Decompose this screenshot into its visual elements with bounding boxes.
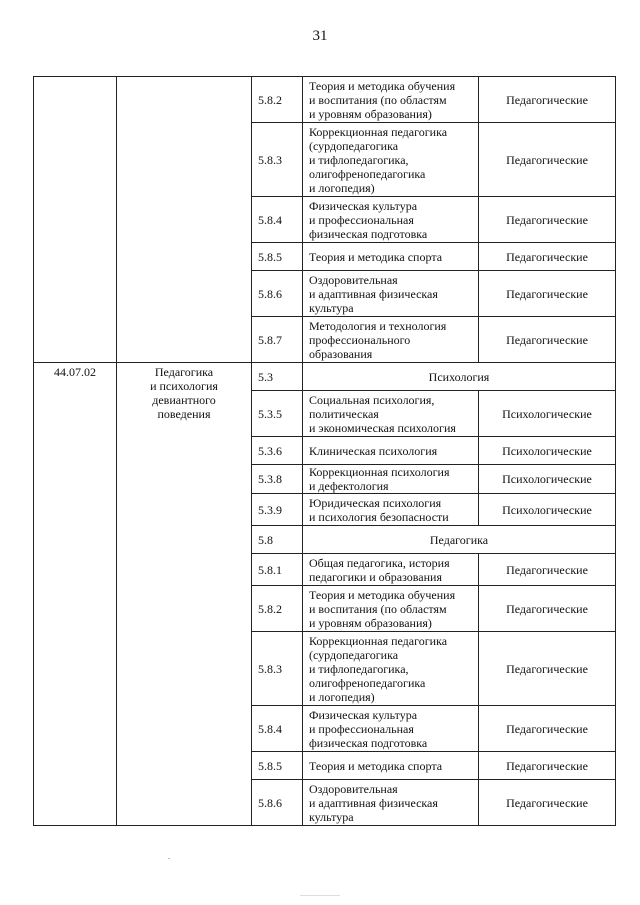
specialty-name [303,197,479,243]
text-line: и воспитания (по областям [309,92,447,107]
science-field: Педагогические [479,77,616,123]
science-field: Педагогические [479,317,616,363]
text-line: Социальная психология, [309,392,435,407]
text-line: поведения [157,407,211,421]
text-line: Общая педагогика, история [309,555,450,570]
science-field: Педагогические [479,752,616,780]
program-name-cell [117,77,252,363]
specialty-name [303,554,479,586]
group-code: 5.8 [252,526,303,554]
text-line: культура [309,809,354,824]
science-field: Педагогические [479,706,616,752]
text-line: профессионального [309,332,411,347]
text-line: Оздоровительная [309,272,398,287]
text-line: Коррекционная педагогика [309,124,448,139]
text-line: и профессиональная [309,721,414,736]
science-field: Психологические [479,391,616,437]
program-name-cell [117,363,252,826]
program-code-cell [34,77,117,363]
group-code: 5.3 [252,363,303,391]
text-line: Теория и методика обучения [309,78,456,93]
text-line: и психология [150,379,218,393]
specialty-code: 5.8.2 [252,77,303,123]
text-line: олигофренопедагогика [309,166,426,181]
specialty-code: 5.8.1 [252,554,303,586]
specialty-name [303,465,479,494]
specialty-code: 5.8.4 [252,197,303,243]
specialty-code: 5.8.5 [252,752,303,780]
science-field: Психологические [479,494,616,526]
table-row [34,363,616,391]
text-line: Методология и технология [309,318,447,333]
text-line: образования [309,346,373,361]
science-field: Педагогические [479,632,616,706]
text-line: и уровням образования) [309,106,432,121]
science-field: Психологические [479,437,616,465]
specialty-code: 5.8.3 [252,632,303,706]
science-field: Педагогические [479,271,616,317]
text-line: и психология безопасности [309,509,449,524]
text-line: и логопедия) [309,180,375,195]
specialty-code: 5.8.6 [252,271,303,317]
specialty-name [303,317,479,363]
science-field: Педагогические [479,123,616,197]
science-field: Педагогические [479,243,616,271]
text-line: и уровням образования) [309,615,432,630]
specialty-code: 5.8.7 [252,317,303,363]
text-line: Теория и методика обучения [309,587,456,602]
scan-speck [168,858,170,859]
text-line: Физическая культура [309,198,418,213]
group-name: Педагогика [303,526,616,554]
text-line: и логопедия) [309,689,375,704]
text-line: и тифлопедагогика, [309,152,409,167]
text-line: и тифлопедагогика, [309,661,409,676]
science-field: Психологические [479,465,616,494]
specialty-code: 5.8.4 [252,706,303,752]
specialty-code: 5.3.6 [252,437,303,465]
text-line: (сурдопедагогика [309,138,399,153]
specialties-table-body [34,77,616,826]
specialty-name [303,780,479,826]
specialty-code: 5.8.6 [252,780,303,826]
specialty-name [303,123,479,197]
specialty-name [303,271,479,317]
specialty-name [303,391,479,437]
text-line: и экономическая психология [309,420,456,435]
text-line: политическая [309,406,379,421]
text-line: и адаптивная физическая [309,286,438,301]
text-line: и профессиональная [309,212,414,227]
text-line: Юридическая психология [309,495,442,510]
text-line: и адаптивная физическая [309,795,438,810]
specialty-code: 5.3.5 [252,391,303,437]
text-line: культура [309,300,354,315]
specialty-code: 5.8.3 [252,123,303,197]
specialty-name [303,632,479,706]
specialty-name [303,77,479,123]
science-field: Педагогические [479,586,616,632]
science-field: Педагогические [479,780,616,826]
specialties-table [33,76,616,826]
text-line: Теория и методика спорта [309,758,443,773]
specialty-name [303,437,479,465]
specialty-code: 5.8.2 [252,586,303,632]
group-name: Психология [303,363,616,391]
text-line: олигофренопедагогика [309,675,426,690]
program-code-cell: 44.07.02 [34,363,117,826]
text-line: физическая подготовка [309,735,428,750]
specialty-code: 5.3.8 [252,465,303,494]
science-field: Педагогические [479,197,616,243]
text-line: Физическая культура [309,707,418,722]
specialty-name [303,706,479,752]
text-line: и воспитания (по областям [309,601,447,616]
text-line: Клиническая психология [309,443,438,458]
text-line: (сурдопедагогика [309,647,399,662]
specialty-name [303,752,479,780]
science-field: Педагогические [479,554,616,586]
text-line: и дефектология [309,479,389,493]
text-line: Педагогика [154,365,214,379]
specialty-name [303,494,479,526]
specialty-code: 5.3.9 [252,494,303,526]
scan-speck [300,895,340,896]
text-line: Теория и методика спорта [309,249,443,264]
text-line: Оздоровительная [309,781,398,796]
text-line: физическая подготовка [309,226,428,241]
text-line: педагогики и образования [309,569,442,584]
text-line: Коррекционная психология [309,465,450,479]
text-line: девиантного [152,393,216,407]
specialty-code: 5.8.5 [252,243,303,271]
table-row [34,77,616,123]
text-line: Коррекционная педагогика [309,633,448,648]
specialty-name [303,586,479,632]
specialty-name [303,243,479,271]
page-number: 31 [312,28,328,44]
